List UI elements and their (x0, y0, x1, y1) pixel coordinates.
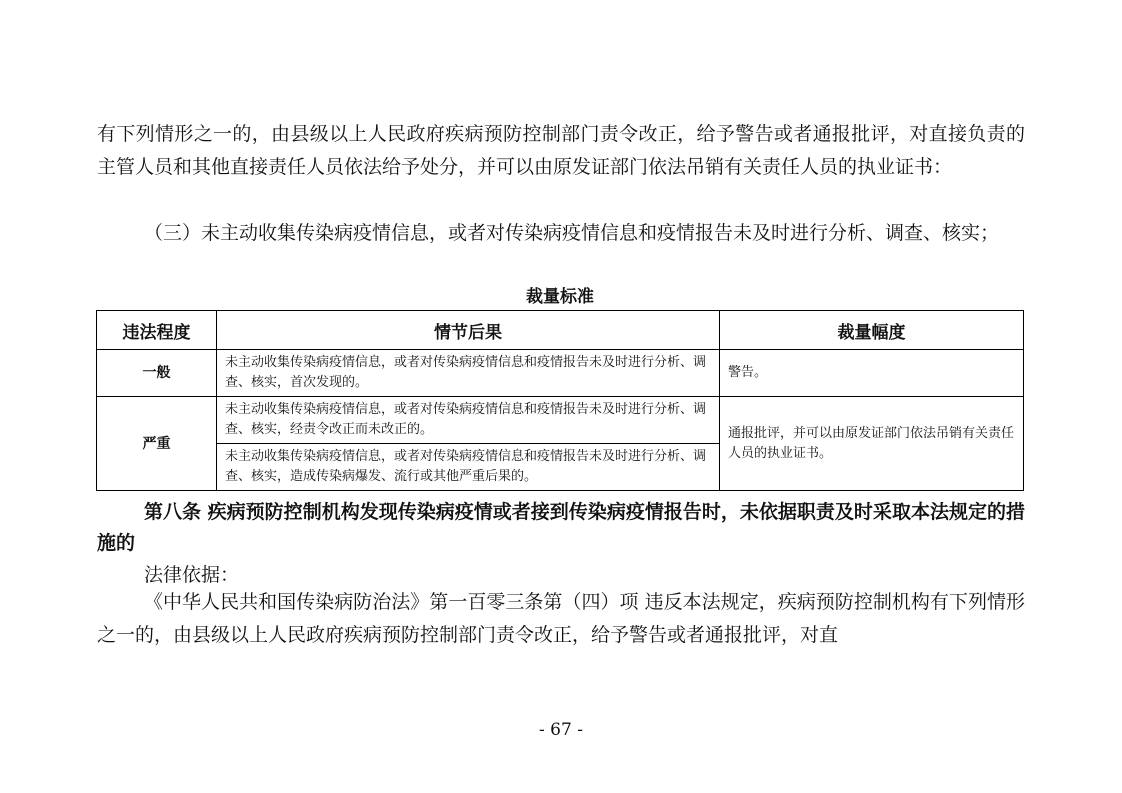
page-number: - 67 - (539, 720, 583, 740)
article-8-heading: 第八条 疾病预防控制机构发现传染病疫情或者接到传染病疫情报告时，未依据职责及时采取本法规定的措施的 (97, 501, 1025, 554)
circumstance-general: 未主动收集传染病疫情信息，或者对传染病疫情信息和疫情报告未及时进行分析、调查、核实，首次发现的。 (217, 350, 720, 397)
circumstance-serious-1: 未主动收集传染病疫情信息，或者对传染病疫情信息和疫情报告未及时进行分析、调查、核实，经责令改正而未改正的。 (217, 397, 720, 444)
header-penalty-range: 裁量幅度 (720, 311, 1024, 350)
penalty-standard-table (96, 310, 1024, 491)
header-severity: 违法程度 (97, 311, 217, 350)
header-circumstances: 情节后果 (217, 311, 720, 350)
table-row (97, 350, 1024, 397)
penalty-general: 警告。 (720, 350, 1024, 397)
table-header-row (97, 311, 1024, 350)
table-row (97, 397, 1024, 444)
legal-basis-label: 法律依据： (144, 564, 240, 586)
table-caption: 裁量标准 (526, 287, 594, 307)
body-paragraph: 有下列情形之一的，由县级以上人民政府疾病预防控制部门责令改正，给予警告或者通报批评，对直接负责的主管人员和其他直接责任人员依法给予处分，并可以由原发证部门依法吊销有关责任人员的执业证书： (97, 123, 1025, 178)
severity-serious: 严重 (97, 397, 217, 491)
severity-general: 一般 (97, 350, 217, 397)
body-paragraph-item-3: （三）未主动收集传染病疫情信息，或者对传染病疫情信息和疫情报告未及时进行分析、调查、核实； (144, 222, 1000, 244)
circumstance-serious-2: 未主动收集传染病疫情信息，或者对传染病疫情信息和疫情报告未及时进行分析、调查、核实，造成传染病爆发、流行或其他严重后果的。 (217, 444, 720, 491)
legal-basis-paragraph: 《中华人民共和国传染病防治法》第一百零三条第（四）项 违反本法规定，疾病预防控制机构有下列情形之一的，由县级以上人民政府疾病预防控制部门责令改正，给予警告或者通报批评，对直 (97, 591, 1025, 646)
penalty-serious: 通报批评，并可以由原发证部门依法吊销有关责任人员的执业证书。 (720, 397, 1024, 491)
